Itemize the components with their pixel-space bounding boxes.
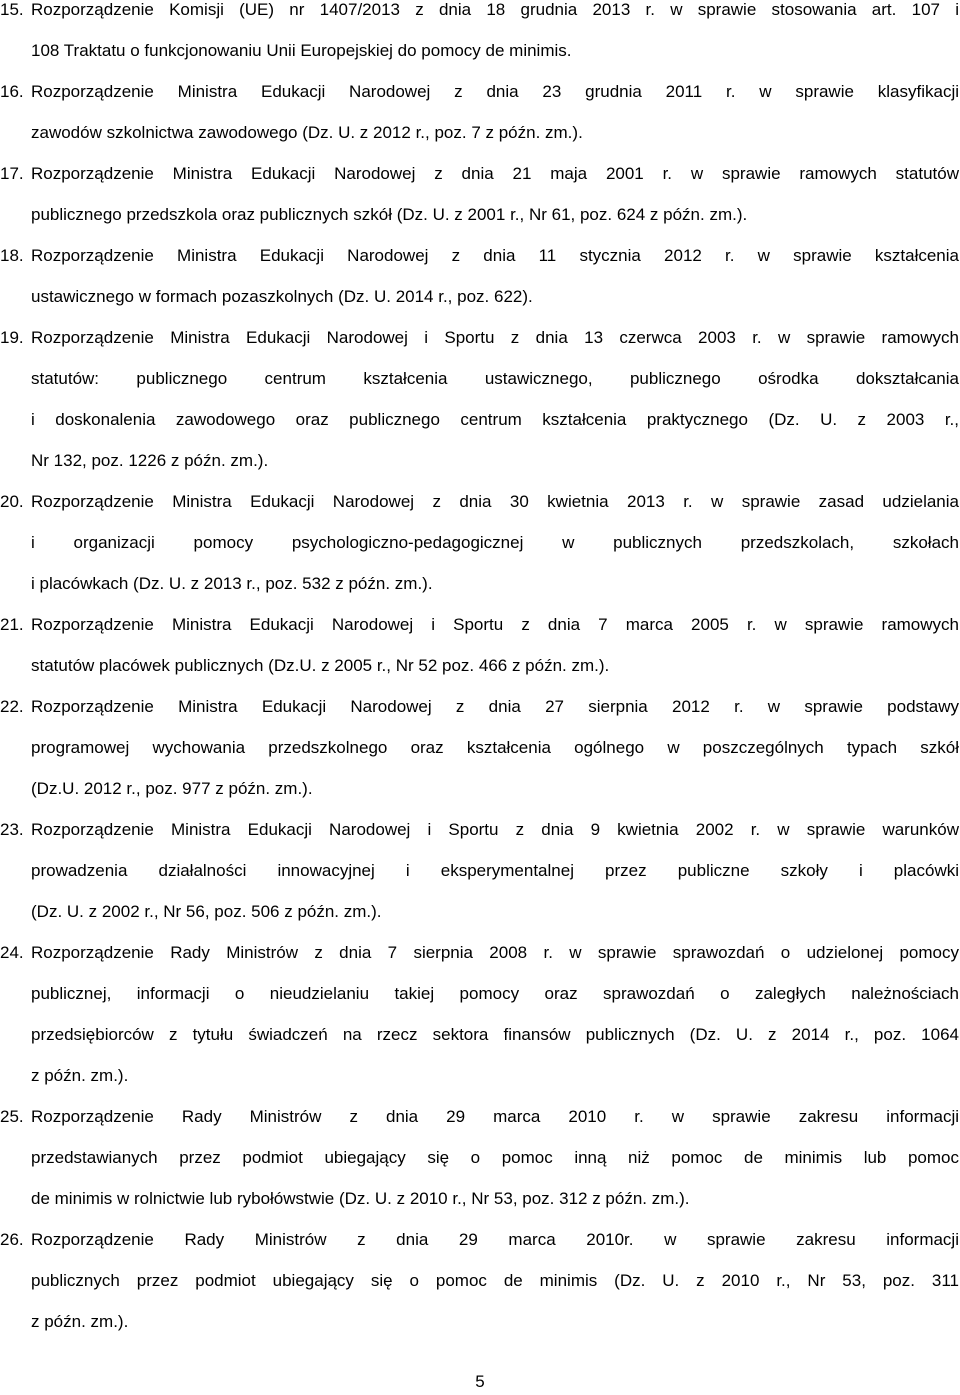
- list-item-text-line: ustawicznego w formach pozaszkolnych (Dz. U. 2014 r., poz. 622).: [31, 287, 533, 306]
- list-item-text-line: statutów placówek publicznych (Dz.U. z 2005 r., Nr 52 poz. 466 z późn. zm.).: [31, 656, 610, 675]
- list-item-text-line: Nr 132, poz. 1226 z późn. zm.).: [31, 451, 269, 470]
- list-item-text-line: (Dz. U. z 2002 r., Nr 56, poz. 506 z późn. zm.).: [31, 902, 382, 921]
- list-item-text-line: Rozporządzenie Ministra Edukacji Narodowej z dnia 27 sierpnia 2012 r. w sprawie podstawy: [31, 697, 959, 716]
- list-item-text-line: (Dz.U. 2012 r., poz. 977 z późn. zm.).: [31, 779, 313, 798]
- list-item-text-line: z późn. zm.).: [31, 1066, 129, 1085]
- list-item-number: 25.: [0, 1107, 24, 1126]
- list-item-text-line: publicznego przedszkola oraz publicznych szkół (Dz. U. z 2001 r., Nr 61, poz. 624 z późn. zm.).: [31, 205, 748, 224]
- list-item-text-line: statutów: publicznego centrum kształcenia ustawicznego, publicznego ośrodka dokształcania: [31, 369, 959, 388]
- list-item-text-line: Rozporządzenie Ministra Edukacji Narodowej z dnia 11 stycznia 2012 r. w sprawie kształcenia: [31, 246, 959, 265]
- list-item-number: 18.: [0, 246, 24, 265]
- list-item-number: 20.: [0, 492, 24, 511]
- list-item-text-line: prowadzenia działalności innowacyjnej i eksperymentalnej przez publiczne szkoły i placówki: [31, 861, 959, 880]
- list-item-text-line: przedstawianych przez podmiot ubiegający się o pomoc inną niż pomoc de minimis lub pomoc: [31, 1148, 959, 1167]
- list-item-number: 19.: [0, 328, 24, 347]
- list-item-text-line: Rozporządzenie Komisji (UE) nr 1407/2013 z dnia 18 grudnia 2013 r. w sprawie stosowania art. 107 i: [31, 0, 959, 19]
- list-item-number: 17.: [0, 164, 24, 183]
- list-item-number: 24.: [0, 943, 24, 962]
- list-item-text-line: publicznych przez podmiot ubiegający się o pomoc de minimis (Dz. U. z 2010 r., Nr 53, poz. 311: [31, 1271, 959, 1290]
- list-item-text-line: Rozporządzenie Rady Ministrów z dnia 29 marca 2010r. w sprawie zakresu informacji: [31, 1230, 959, 1249]
- list-item-text-line: Rozporządzenie Ministra Edukacji Narodowej i Sportu z dnia 9 kwietnia 2002 r. w sprawie warunków: [31, 820, 959, 839]
- list-item-text-line: i placówkach (Dz. U. z 2013 r., poz. 532 z późn. zm.).: [31, 574, 433, 593]
- list-item-number: 21.: [0, 615, 24, 634]
- list-item-text-line: zawodów szkolnictwa zawodowego (Dz. U. z 2012 r., poz. 7 z późn. zm.).: [31, 123, 583, 142]
- list-item-number: 23.: [0, 820, 24, 839]
- list-item-number: 16.: [0, 82, 24, 101]
- list-item-text-line: Rozporządzenie Rady Ministrów z dnia 7 sierpnia 2008 r. w sprawie sprawozdań o udzielonej pomocy: [31, 943, 959, 962]
- list-item-text-line: de minimis w rolnictwie lub rybołówstwie (Dz. U. z 2010 r., Nr 53, poz. 312 z późn. zm.).: [31, 1189, 690, 1208]
- list-item-text-line: Rozporządzenie Ministra Edukacji Narodowej z dnia 21 maja 2001 r. w sprawie ramowych statutów: [31, 164, 959, 183]
- list-item-text-line: i doskonalenia zawodowego oraz publicznego centrum kształcenia praktycznego (Dz. U. z 2003 r.,: [31, 410, 959, 429]
- list-item-text-line: z późn. zm.).: [31, 1312, 129, 1331]
- list-item-text-line: Rozporządzenie Ministra Edukacji Narodowej i Sportu z dnia 13 czerwca 2003 r. w sprawie ramowych: [31, 328, 959, 347]
- page-number: 5: [475, 1372, 485, 1391]
- list-item-text-line: publicznej, informacji o nieudzielaniu takiej pomocy oraz sprawozdań o zaległych należnościach: [31, 984, 959, 1003]
- list-item-number: 26.: [0, 1230, 24, 1249]
- list-item-text-line: przedsiębiorców z tytułu świadczeń na rzecz sektora finansów publicznych (Dz. U. z 2014 r., poz. 1064: [31, 1025, 959, 1044]
- list-item-text-line: 108 Traktatu o funkcjonowaniu Unii Europejskiej do pomocy de minimis.: [31, 41, 572, 60]
- list-item-text-line: Rozporządzenie Ministra Edukacji Narodowej z dnia 30 kwietnia 2013 r. w sprawie zasad udzielania: [31, 492, 959, 511]
- list-item-text-line: programowej wychowania przedszkolnego oraz kształcenia ogólnego w poszczególnych typach szkół: [31, 738, 959, 757]
- list-item-text-line: i organizacji pomocy psychologiczno-pedagogicznej w publicznych przedszkolach, szkołach: [31, 533, 959, 552]
- list-item-text-line: Rozporządzenie Rady Ministrów z dnia 29 marca 2010 r. w sprawie zakresu informacji: [31, 1107, 959, 1126]
- list-item-number: 22.: [0, 697, 24, 716]
- list-item-text-line: Rozporządzenie Ministra Edukacji Narodowej z dnia 23 grudnia 2011 r. w sprawie klasyfikacji: [31, 82, 959, 101]
- list-item-text-line: Rozporządzenie Ministra Edukacji Narodowej i Sportu z dnia 7 marca 2005 r. w sprawie ramowych: [31, 615, 959, 634]
- list-item-number: 15.: [0, 0, 24, 19]
